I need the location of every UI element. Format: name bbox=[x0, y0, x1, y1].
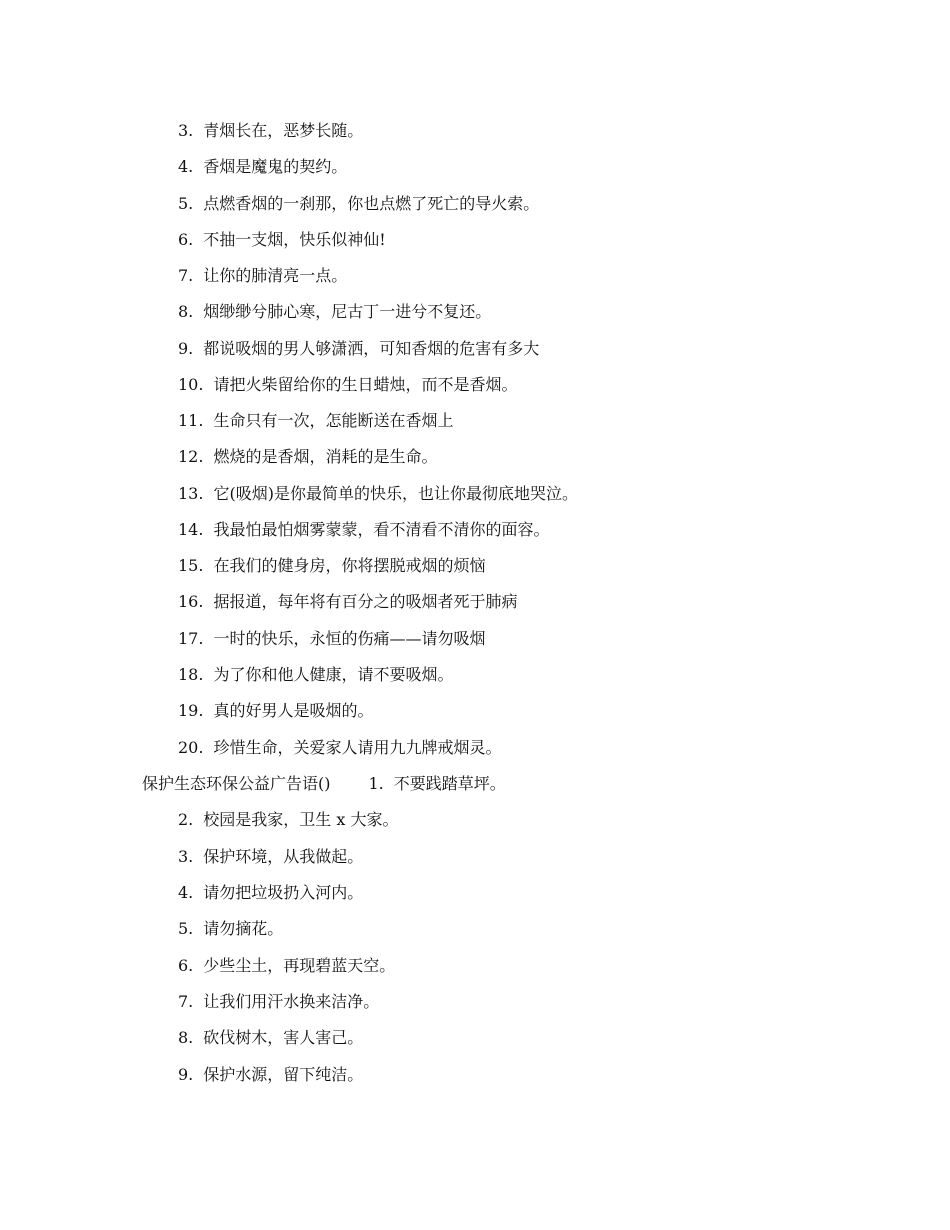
list-item bbox=[178, 193, 539, 215]
list-item bbox=[178, 955, 395, 977]
item-number: 11. bbox=[178, 411, 204, 430]
list-item bbox=[178, 700, 373, 722]
list-item bbox=[178, 483, 578, 505]
list-item bbox=[178, 591, 517, 613]
list-item bbox=[178, 628, 485, 650]
item-text: 香烟是魔鬼的契约。 bbox=[203, 157, 348, 176]
item-number: 9. bbox=[178, 339, 194, 358]
item-number: 8. bbox=[178, 1028, 194, 1047]
item-number: 16. bbox=[178, 592, 204, 611]
item-text: 请把火柴留给你的生日蜡烛，而不是香烟。 bbox=[213, 375, 518, 394]
item-text: 少些尘土，再现碧蓝天空。 bbox=[203, 956, 396, 975]
item-text: 一时的快乐，永恒的伤痛——请勿吸烟 bbox=[213, 629, 486, 648]
item-text: 在我们的健身房，你将摆脱戒烟的烦恼 bbox=[213, 556, 486, 575]
item-text: 不抽一支烟，快乐似神仙! bbox=[203, 230, 386, 249]
item-number: 7. bbox=[178, 266, 194, 285]
list-item bbox=[178, 338, 539, 360]
item-number: 6. bbox=[178, 956, 194, 975]
item-number: 17. bbox=[178, 629, 204, 648]
item-text: 为了你和他人健康，请不要吸烟。 bbox=[213, 665, 454, 684]
item-number: 6. bbox=[178, 230, 194, 249]
list-item bbox=[178, 1027, 363, 1049]
item-text: 珍惜生命，关爱家人请用九九牌戒烟灵。 bbox=[213, 738, 502, 757]
item-number: 5. bbox=[178, 194, 194, 213]
item-text: 据报道，每年将有百分之的吸烟者死于肺病 bbox=[213, 592, 518, 611]
item-text: 保护水源，留下纯洁。 bbox=[203, 1065, 364, 1084]
item-text: 砍伐树木，害人害己。 bbox=[203, 1028, 364, 1047]
item-text: 请勿把垃圾扔入河内。 bbox=[203, 883, 364, 902]
item-number: 20. bbox=[178, 738, 204, 757]
list-item bbox=[178, 446, 437, 468]
list-item bbox=[178, 664, 453, 686]
item-number: 8. bbox=[178, 302, 194, 321]
list-item bbox=[178, 374, 517, 396]
item-text: 请勿摘花。 bbox=[203, 919, 284, 938]
item-text: 燃烧的是香烟，消耗的是生命。 bbox=[213, 447, 438, 466]
list-item bbox=[178, 991, 379, 1013]
list-item bbox=[178, 1064, 363, 1086]
list-item bbox=[178, 519, 549, 541]
item-text: 我最怕最怕烟雾蒙蒙，看不清看不清你的面容。 bbox=[213, 520, 550, 539]
item-number: 12. bbox=[178, 447, 204, 466]
item-number: 19. bbox=[178, 701, 204, 720]
item-text: 校园是我家，卫生 x 大家。 bbox=[203, 810, 399, 829]
item-number: 14. bbox=[178, 520, 204, 539]
list-item bbox=[178, 882, 363, 904]
section-heading: 保护生态环保公益广告语() bbox=[142, 774, 331, 793]
item-text: 让我们用汗水换来洁净。 bbox=[203, 992, 380, 1011]
list-item bbox=[178, 301, 491, 323]
list-item bbox=[178, 809, 398, 831]
list-item bbox=[178, 410, 453, 432]
item-text: 青烟长在，恶梦长随。 bbox=[203, 121, 364, 140]
item-text: 生命只有一次，怎能断送在香烟上 bbox=[213, 411, 454, 430]
item-number: 18. bbox=[178, 665, 204, 684]
list-item bbox=[178, 120, 363, 142]
item-number: 1. bbox=[368, 774, 384, 793]
list-item bbox=[178, 846, 363, 868]
list-item bbox=[178, 918, 283, 940]
item-text: 它(吸烟)是你最简单的快乐，也让你最彻底地哭泣。 bbox=[213, 484, 578, 503]
item-number: 4. bbox=[178, 157, 194, 176]
item-number: 9. bbox=[178, 1065, 194, 1084]
item-text: 点燃香烟的一刹那，你也点燃了死亡的导火索。 bbox=[203, 194, 540, 213]
item-number: 3. bbox=[178, 121, 194, 140]
list-item bbox=[178, 265, 347, 287]
item-number: 13. bbox=[178, 484, 204, 503]
list-item bbox=[178, 555, 485, 577]
item-number: 5. bbox=[178, 919, 194, 938]
item-text: 保护环境，从我做起。 bbox=[203, 847, 364, 866]
item-text: 真的好男人是吸烟的。 bbox=[213, 701, 374, 720]
list-item bbox=[178, 737, 501, 759]
section-heading-line bbox=[142, 773, 506, 795]
item-text: 让你的肺清亮一点。 bbox=[203, 266, 348, 285]
item-number: 10. bbox=[178, 375, 204, 394]
item-number: 7. bbox=[178, 992, 194, 1011]
item-number: 15. bbox=[178, 556, 204, 575]
item-number: 3. bbox=[178, 847, 194, 866]
list-item bbox=[178, 229, 386, 251]
item-text: 烟缈缈兮肺心寒，尼古丁一进兮不复还。 bbox=[203, 302, 492, 321]
item-text: 都说吸烟的男人够潇洒，可知香烟的危害有多大 bbox=[203, 339, 540, 358]
item-number: 2. bbox=[178, 810, 194, 829]
item-text: 不要践踏草坪。 bbox=[393, 774, 506, 793]
item-number: 4. bbox=[178, 883, 194, 902]
list-item bbox=[178, 156, 347, 178]
